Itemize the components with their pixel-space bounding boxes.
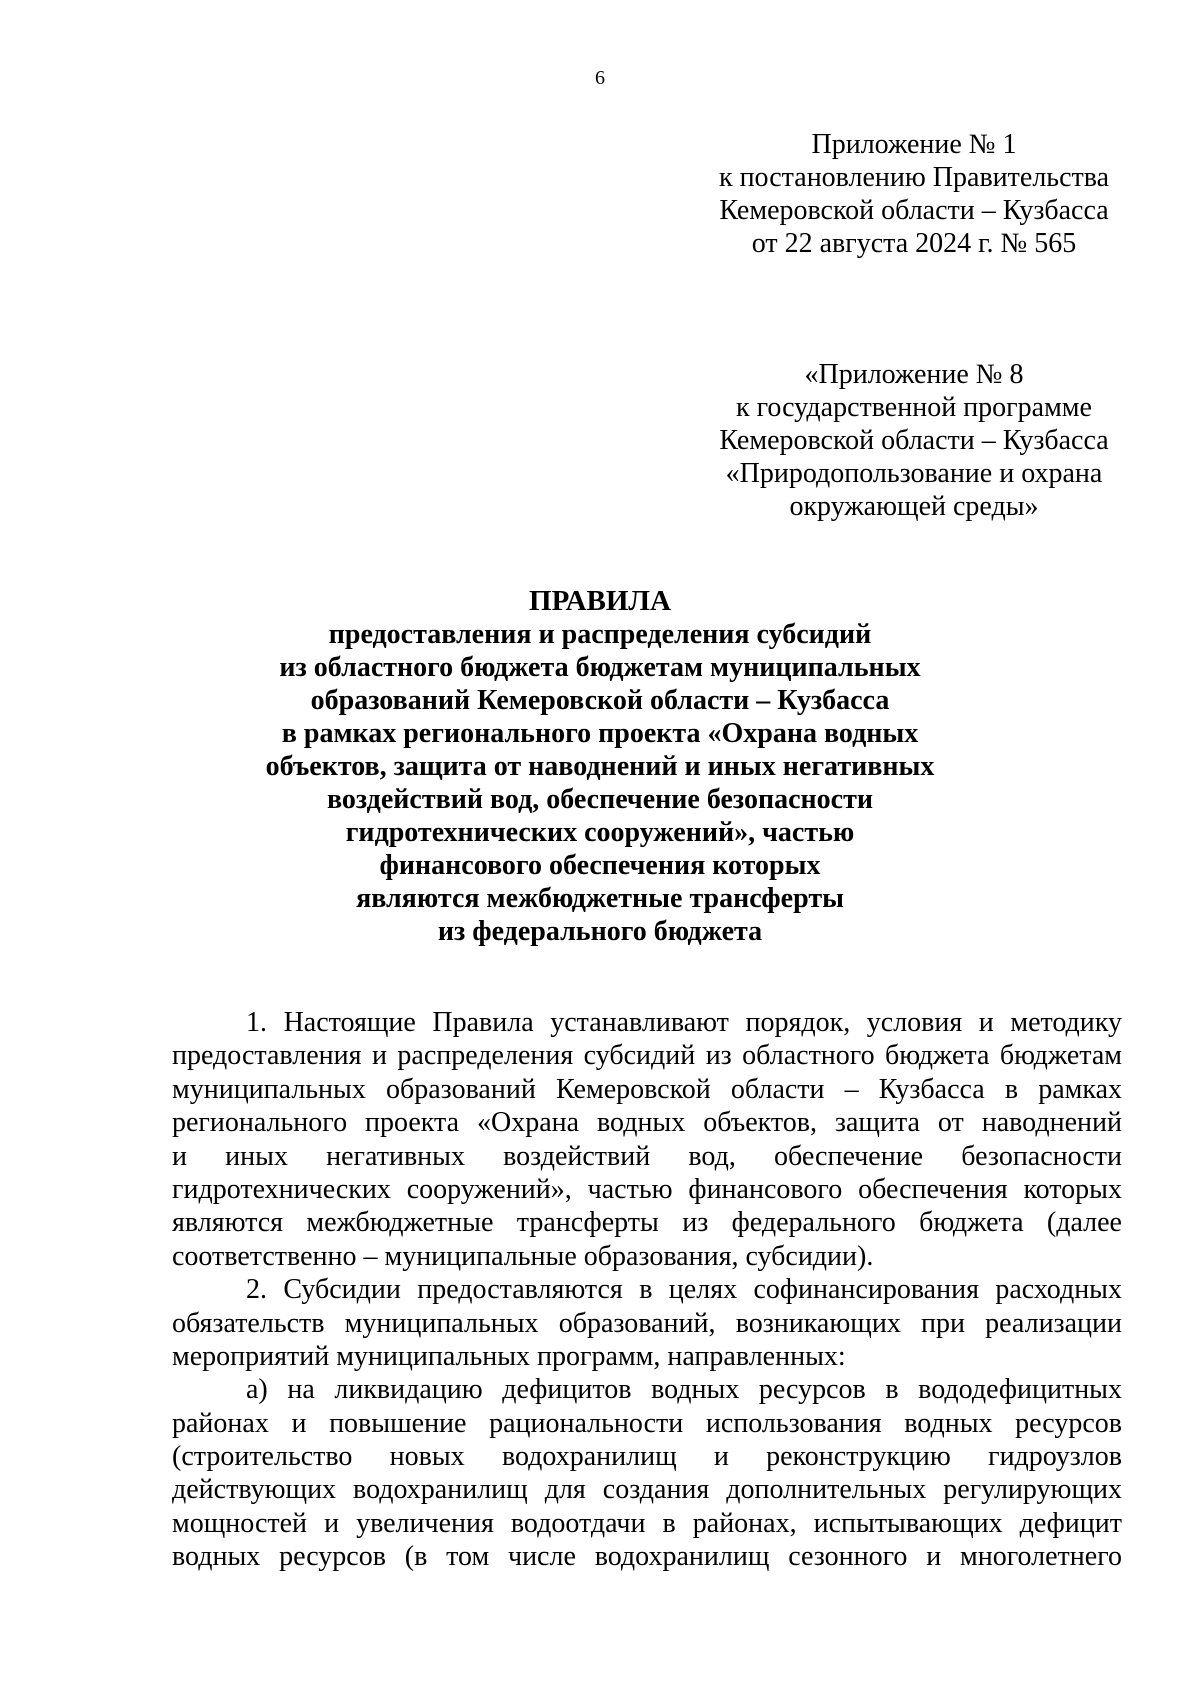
rules-title-line: из федерального бюджета <box>437 916 763 947</box>
rules-title-line: образований Кемеровской области – Кузбасса <box>310 685 890 716</box>
paragraph-1-line: предоставления и распределения субсидий из областного бюджета бюджетам <box>172 1040 1122 1072</box>
appendix-8-line: к государственной программе <box>736 392 1092 423</box>
paragraph-1-line: гидротехнических сооружений», частью финансового обеспечения которых <box>172 1173 1122 1205</box>
subparagraph-a-line: а) на ликвидацию дефицитов водных ресурсов в вододефицитных <box>246 1374 1122 1406</box>
paragraph-1-line: являются межбюджетные трансферты из федерального бюджета (далее <box>172 1207 1122 1239</box>
appendix-8-line: «Природопользование и охрана <box>725 458 1103 489</box>
body-text <box>172 1006 1122 1574</box>
paragraph-1-line: соответственно – муниципальные образования, субсидии). <box>172 1240 874 1272</box>
subparagraph-a-line: мощностей и увеличения водоотдачи в районах, испытывающих дефицит <box>172 1507 1122 1539</box>
appendix-1-line: Приложение № 1 <box>811 129 1017 160</box>
appendix-1-line: от 22 августа 2024 г. № 565 <box>751 228 1077 259</box>
rules-title <box>200 585 1000 948</box>
rules-title-line: гидротехнических сооружений», частью <box>345 817 855 848</box>
rules-title-line: являются межбюджетные трансферты <box>356 883 844 914</box>
appendix-8-line: окружающей среды» <box>789 491 1039 522</box>
rules-title-line: предоставления и распределения субсидий <box>328 619 872 650</box>
rules-heading: ПРАВИЛА <box>529 585 671 617</box>
paragraph-1-line: регионального проекта «Охрана водных объектов, защита от наводнений <box>172 1107 1122 1139</box>
rules-title-line: объектов, защита от наводнений и иных негативных <box>265 751 935 782</box>
page-number: 6 <box>595 67 605 89</box>
subparagraph-a-line: действующих водохранилищ для создания дополнительных регулирующих <box>172 1474 1122 1506</box>
subparagraph-a-line: районах и повышение рациональности использования водных ресурсов <box>172 1407 1122 1439</box>
paragraph-2-line: обязательств муниципальных образований, возникающих при реализации <box>172 1307 1122 1339</box>
appendix-8-line: Кемеровской области – Кузбасса <box>719 425 1109 456</box>
appendix-1-line: Кемеровской области – Кузбасса <box>719 195 1109 226</box>
rules-title-line: из областного бюджета бюджетам муниципальных <box>279 652 921 683</box>
subparagraph-a-line: (строительство новых водохранилищ и реконструкцию гидроузлов <box>172 1441 1122 1473</box>
paragraph-2-line: мероприятий муниципальных программ, направленных: <box>172 1340 846 1372</box>
paragraph-1-line: и иных негативных воздействий вод, обеспечение безопасности <box>172 1140 1122 1172</box>
appendix-1-line: к постановлению Правительства <box>718 162 1110 193</box>
paragraph-2-line: 2. Субсидии предоставляются в целях софинансирования расходных <box>246 1274 1122 1306</box>
appendix-8-block <box>704 358 1124 523</box>
paragraph-1-line: муниципальных образований Кемеровской области – Кузбасса в рамках <box>172 1073 1122 1105</box>
appendix-1-block <box>704 128 1124 260</box>
rules-title-line: воздействий вод, обеспечение безопасности <box>326 784 873 815</box>
appendix-8-line: «Приложение № 8 <box>804 359 1024 390</box>
rules-title-line: в рамках регионального проекта «Охрана водных <box>281 718 919 749</box>
rules-title-line: финансового обеспечения которых <box>379 850 821 881</box>
subparagraph-a-line: водных ресурсов (в том числе водохранилищ сезонного и многолетнего <box>172 1541 1122 1573</box>
paragraph-1-line: 1. Настоящие Правила устанавливают порядок, условия и методику <box>246 1007 1122 1038</box>
